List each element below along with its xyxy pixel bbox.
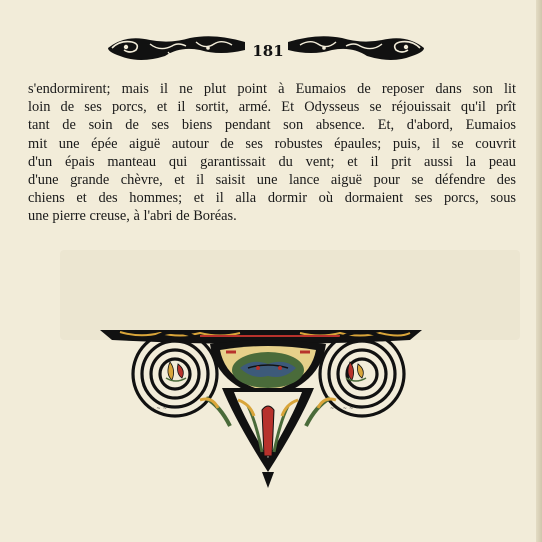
engraver-signature: ~ ~ ~ ~ ~ [330,406,361,412]
text-line: chiens et des hommes; et il alla dormir où dormaient ses porcs, sous [28,190,516,207]
text-line: d'un épais manteau qui garantissait du vent; et il prit aussi la peau [28,153,516,170]
spiral-vignette-icon [0,322,542,497]
body-paragraph [28,80,516,226]
artist-signature: ~ ~ ~ [150,406,168,412]
text-line: une pierre creuse, à l'abri de Boréas. [28,208,237,225]
left-arabesque-icon [108,36,245,60]
page-header [0,30,542,70]
text-line: tant de soin de ses biens pendant son absence. Et, d'abord, Eumaios [28,117,516,134]
left-spiral-icon [133,332,217,416]
text-line: mit une épée aiguë autour de ses robustes épaules; puis, il se couvrit [28,135,516,152]
text-line: d'une grande chèvre, et il saisit une lance aiguë pour se défendre des [28,172,516,189]
lotus-motif-icon [200,388,336,488]
right-arabesque-icon [288,36,424,60]
text-line: s'endormirent; mais il ne plut point à Eumaios de reposer dans son lit [28,81,516,97]
text-line: loin de ses porcs, et il sortit, armé. Et Odysseus se réjouissait qu'il prît [28,99,516,116]
page-number: 181 [252,42,284,60]
left-spiral-flower-icon [166,362,186,381]
